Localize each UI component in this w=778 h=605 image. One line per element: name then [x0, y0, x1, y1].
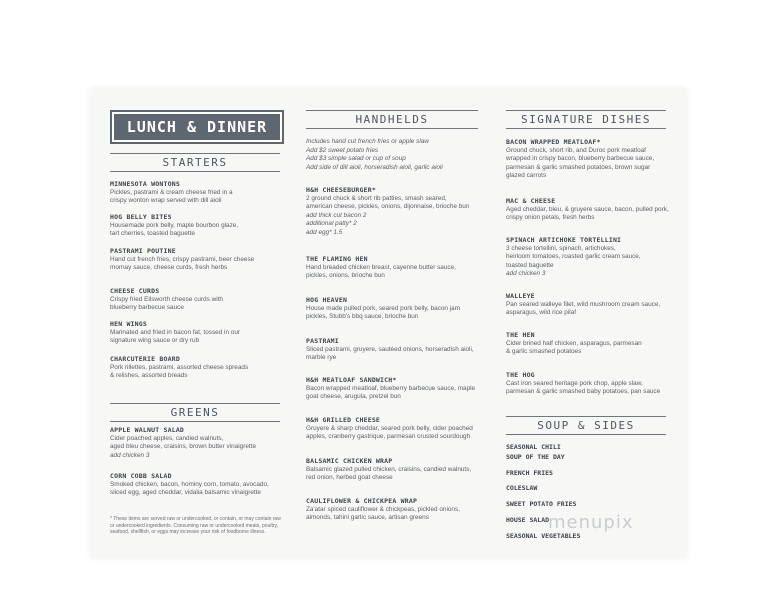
menu-item-name: MAC & CHEESE [506, 197, 556, 205]
menu-item-description: wrapped in crispy bacon, blueberry barbecue sauce, [506, 155, 655, 163]
menu-item-name: APPLE WALNUT SALAD [110, 426, 185, 434]
signature-menu-item [506, 197, 681, 223]
starters-menu-item [110, 180, 290, 206]
menu-item-description: aged bleu cheese, craisins, brown butter vinaigrette [110, 443, 257, 451]
menu-item-description: signature wing sauce or dry rub [110, 337, 200, 345]
handhelds-menu-item [306, 497, 486, 523]
menu-item-addon: additional patty* 2 [306, 220, 357, 228]
greens-menu-item [110, 426, 290, 460]
signature-menu-item [506, 371, 681, 397]
signature-menu-item [506, 236, 681, 279]
menu-item-description: almonds, tahini garlic sauce, artisan greens [306, 514, 429, 522]
menu-item-description: crispy onion petals, fresh herbs [506, 214, 595, 222]
handhelds-menu-item [306, 296, 486, 322]
menu-item-description: blueberry barbecue sauce [110, 304, 184, 312]
menu-item-description: & garlic smashed potatoes [506, 348, 582, 356]
section-signature-title: SIGNATURE DISHES [506, 110, 666, 129]
menu-banner: LUNCH & DINNER [110, 110, 284, 144]
menu-item-description: american cheese, pickles, onions, dijonnaise, brioche bun [306, 203, 470, 211]
signature-menu-item [506, 292, 681, 318]
handhelds-menu-item [306, 376, 486, 402]
menu-item-name: HOG BELLY BITES [110, 213, 172, 221]
menu-item-name: THE FLAMING HEN [306, 255, 368, 263]
starters-menu-item [110, 213, 290, 239]
section-starters-title: STARTERS [110, 153, 280, 172]
starters-menu-item [110, 355, 290, 381]
menu-item-description: crispy wonton wrap served with dill aioli [110, 197, 222, 205]
section-greens-title: GREENS [110, 403, 280, 422]
menu-item-description: 2 ground chuck & short rib patties, smash seared, [306, 194, 447, 202]
menu-item-description: Smoked chicken, bacon, hominy corn, tomato, avocado, [110, 480, 269, 488]
menu-item-description: mornay sauce, cheese curds, fresh herbs [110, 264, 228, 272]
signature-menu-item [506, 138, 681, 181]
menu-item-description: Pickles, pastrami & cream cheese fried in a [110, 188, 233, 196]
menu-item-addon: add thick cut bacon 2 [306, 211, 367, 219]
menu-item-name: HOG HEAVEN [306, 296, 348, 304]
menu-item-description: Hand breaded chicken breast, cayenne butter sauce, [306, 263, 456, 271]
menu-item-description: Balsamic glazed pulled chicken, craisins, candied walnuts, [306, 465, 472, 473]
side-item: SEASONAL VEGETABLES [506, 532, 581, 540]
menu-item-description: heirloom tomatoes, roasted garlic cream sauce, [506, 253, 641, 261]
menu-item-description: marble rye [306, 354, 337, 362]
starters-menu-item [110, 320, 290, 346]
menu-item-name: H&H CHEESEBURGER* [306, 186, 376, 194]
menu-item-name: CHARCUTERIE BOARD [110, 355, 180, 363]
menu-item-name: H&H GRILLED CHEESE [306, 416, 381, 424]
menu-item-description: Bacon wrapped meatloaf, blueberry barbecue sauce, maple [306, 384, 476, 392]
handhelds-menu-item [306, 337, 486, 363]
menu-item-description: Cider poached apples, candied walnuts, [110, 434, 224, 442]
side-item: FRENCH FRIES [506, 469, 553, 477]
menu-item-addon: add chicken 3 [506, 270, 546, 278]
section-soups-title: SOUP & SIDES [506, 416, 666, 435]
menu-item-description: Pan seared walleye filet, wild mushroom cream sauce, [506, 300, 661, 308]
menu-item-description: Cider brined half chicken, asparagus, parmesan [506, 339, 642, 347]
menu-item-description: Sliced pastrami, gruyere, sautéed onions, horseradish aioli, [306, 345, 474, 353]
section-handhelds-title: HANDHELDS [306, 110, 478, 129]
greens-menu-item [110, 472, 290, 498]
menu-item-description: pickles, onions, brioche bun [306, 272, 385, 280]
menu-item-description: Pork rillettes, pastrami, assorted cheese spreads [110, 363, 249, 371]
side-item: SOUP OF THE DAY [506, 453, 565, 461]
menu-item-description: & relishes, assorted breads [110, 372, 188, 380]
menu-item-name: BALSAMIC CHICKEN WRAP [306, 457, 393, 465]
menu-item-description: pickles, Stubb's bbq sauce, brioche bun [306, 313, 419, 321]
menu-item-name: THE HOG [506, 371, 535, 379]
menu-item-description: Ground chuck, short rib, and Duroc pork meatloaf [506, 146, 646, 154]
menu-item-name: MINNESOTA WONTONS [110, 180, 180, 188]
menu-item-description: apples, cranberry gastrique, parmesan crusted sourdough [306, 433, 471, 441]
menu-item-description: parmesan & garlic smashed baby potatoes, pan sauce [506, 388, 661, 396]
side-item: COLESLAW [506, 484, 538, 492]
handhelds-menu-item [306, 186, 486, 238]
starters-menu-item [110, 247, 290, 273]
menu-item-name: PASTRAMI [306, 337, 339, 345]
menu-item-description: 3 cheese tortellini, spinach, artichokes, [506, 244, 616, 252]
food-safety-note: * These items are served raw or undercooked, or contain, or may contain raw or undercooked ingredients. Consuming raw or undercooked meats, poultry, seafood, shellfish, or eggs may increase your risk of foodborne illness. [110, 516, 281, 535]
menu-item-description: parmesan & garlic smashed potatoes, brown sugar [506, 163, 651, 171]
menu-item-description: Za'atar spiced cauliflower & chickpeas, pickled onions, [306, 505, 460, 513]
handhelds-menu-item [306, 416, 486, 442]
side-item: SEASONAL CHILI [506, 443, 561, 451]
side-item: SWEET POTATO FRIES [506, 500, 577, 508]
menu-item-description: tart cherries, toasted baguette [110, 230, 195, 238]
menu-item-name: H&H MEATLOAF SANDWICH* [306, 376, 397, 384]
handhelds-menu-item [306, 457, 486, 483]
signature-menu-item [506, 331, 681, 357]
menu-item-name: BACON WRAPPED MEATLOAF* [506, 138, 601, 146]
menu-item-description: Aged cheddar, bleu, & gruyere sauce, bacon, pulled pork, [506, 205, 669, 213]
menu-item-description: Hand cut french fries, crispy pastrami, beer cheese [110, 255, 255, 263]
menu-item-name: CHEESE CURDS [110, 287, 160, 295]
menu-item-description: toasted baguette [506, 261, 554, 269]
handhelds-menu-item [306, 255, 486, 281]
menu-item-description: Gruyere & sharp cheddar, seared pork belly, cider poached [306, 424, 473, 432]
menu-item-name: HEN WINGS [110, 320, 148, 328]
menu-item-description: House made pulled pork, seared pork belly, bacon jam [306, 304, 461, 312]
handhelds-intro: Includes hand cut french fries or apple slaw Add $2 sweet potato fries Add $3 simple salad or cup of soup Add side of dill aioli, horseradish aioli, garlic aioli [306, 138, 443, 171]
menu-item-description: red onion, herbed goat cheese [306, 474, 393, 482]
menu-item-name: SPINACH ARTICHOKE TORTELLINI [506, 236, 622, 244]
watermark-logo: menupix [548, 512, 634, 533]
menu-item-name: THE HEN [506, 331, 535, 339]
menu-item-description: asparagus, wild rice pilaf [506, 309, 576, 317]
menu-item-description: Crispy fried Ellsworth cheese curds with [110, 295, 223, 303]
menu-item-description: Cast iron seared heritage pork chop, apple slaw, [506, 379, 643, 387]
menu-item-description: sliced egg, aged cheddar, vidalia balsamic vinaigrette [110, 489, 261, 497]
side-item: HOUSE SALAD [506, 516, 550, 524]
menu-item-description: goat cheese, arugula, pretzel bun [306, 393, 401, 401]
menu-item-description: Housemade pork belly, maple bourbon glaze, [110, 221, 239, 229]
menu-item-addon: add chicken 3 [110, 451, 150, 459]
menu-item-addon: add egg* 1.5 [306, 228, 343, 236]
starters-menu-item [110, 287, 290, 313]
menu-item-description: glazed carrots [506, 172, 547, 180]
menu-item-description: Marinated and fried in bacon fat, tossed in our [110, 328, 241, 336]
menu-item-name: CORN COBB SALAD [110, 472, 172, 480]
menu-item-name: WALLEYE [506, 292, 535, 300]
menu-item-name: CAULIFLOWER & CHICKPEA WRAP [306, 497, 418, 505]
menu-item-name: PASTRAMI POUTINE [110, 247, 176, 255]
